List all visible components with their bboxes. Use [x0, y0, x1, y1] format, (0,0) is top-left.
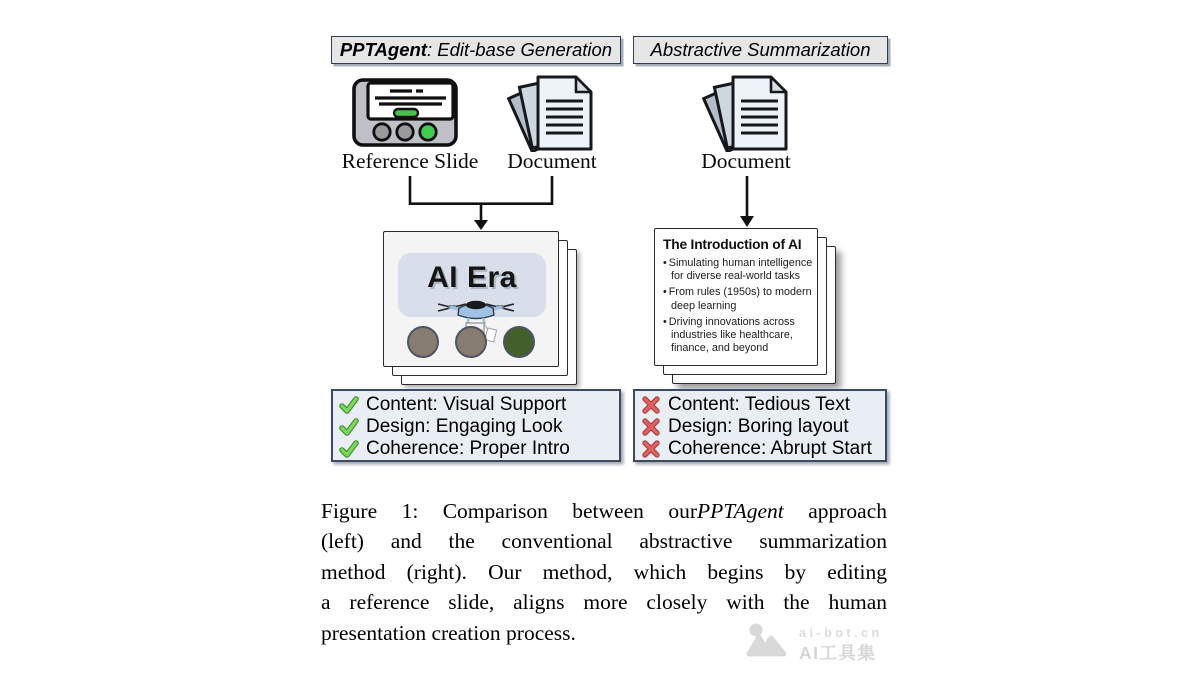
caption-line: method (right). Our method, which begins by editing: [321, 559, 887, 584]
summary-card: [654, 228, 818, 366]
gray-circle: [407, 326, 439, 358]
evaluation-text: Design: Boring layout: [668, 416, 849, 437]
summary-card-title: The Introduction of AI: [663, 237, 802, 252]
generated-slide: [383, 231, 559, 367]
check-icon: [339, 417, 359, 437]
watermark: [744, 622, 883, 665]
evaluation-text: Coherence: Proper Intro: [366, 438, 570, 459]
check-icon: [339, 439, 359, 459]
arrow-right: [740, 176, 754, 227]
evaluation-text: Design: Engaging Look: [366, 416, 563, 437]
caption-line: a reference slide, aligns more closely with the human: [321, 590, 887, 615]
document-stack-icon: [699, 74, 795, 152]
evaluation-text: Content: Tedious Text: [668, 394, 851, 415]
left-method-header-text: : Edit-base Generation: [426, 39, 613, 60]
reference-slide-label: Reference Slide: [341, 149, 479, 173]
ai-bot-logo-icon: [744, 622, 790, 660]
cross-icon: [641, 417, 661, 437]
cross-icon: [641, 395, 661, 415]
caption-line: (left) and the conventional abstractive summarization: [321, 529, 887, 554]
watermark-domain: ai-bot.cn: [799, 626, 883, 640]
right-method-header-text: Abstractive Summarization: [650, 39, 871, 60]
evaluation-row: [339, 394, 619, 416]
pptagent-brand: PPTAgent: [339, 39, 427, 60]
evaluation-text: Content: Visual Support: [366, 394, 567, 415]
cross-icon: [641, 439, 661, 459]
evaluation-row: [641, 416, 885, 438]
document-label: Document: [507, 149, 597, 173]
document-label: Document: [701, 149, 791, 173]
evaluation-row: [641, 394, 885, 416]
evaluation-row: [339, 416, 619, 438]
summary-bullet: • From rules (1950s) to modern deep learning: [663, 286, 814, 312]
caption-text: Figure 1: Comparison between our: [321, 499, 697, 523]
summary-bullet: • Driving innovations across industries like healthcare, finance, and beyond: [663, 316, 814, 356]
caption-text: approach: [783, 499, 887, 523]
green-circle: [503, 326, 535, 358]
slide-title: AI Era: [427, 261, 517, 294]
slide-dot-row: [384, 326, 558, 358]
left-method-header: [331, 36, 621, 64]
right-method-header: [633, 36, 888, 64]
slide-device-icon: [352, 78, 458, 147]
summary-bullet: • Simulating human intelligence for diverse real-world tasks: [663, 257, 814, 283]
watermark-text: [799, 622, 883, 665]
evaluation-row: [339, 438, 619, 460]
left-evaluation-box: [331, 389, 621, 462]
merge-connector-left: [410, 176, 552, 230]
evaluation-text: Coherence: Abrupt Start: [668, 438, 872, 459]
check-icon: [339, 395, 359, 415]
caption-line: [321, 496, 887, 526]
gray-circle: [455, 326, 487, 358]
caption-brand: PPTAgent: [696, 499, 784, 523]
right-evaluation-box: [633, 389, 887, 462]
summary-card-bullets: [663, 257, 814, 355]
caption-line: presentation creation process.: [321, 620, 576, 645]
document-stack-icon: [504, 74, 600, 152]
watermark-brand: AI工具集: [799, 643, 877, 663]
evaluation-row: [641, 438, 885, 460]
